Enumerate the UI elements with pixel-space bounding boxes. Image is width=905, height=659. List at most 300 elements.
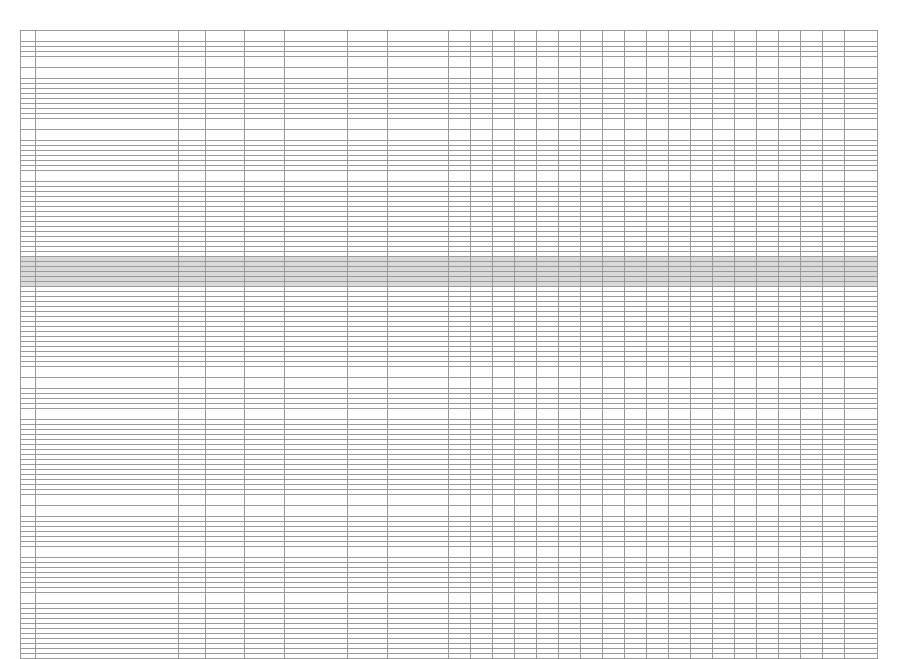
table-cell [449, 506, 471, 517]
table-cell [647, 367, 669, 378]
table-row [21, 57, 878, 68]
table-cell [537, 68, 559, 79]
table-cell [778, 593, 800, 604]
table-cell [647, 654, 669, 659]
table-cell [179, 119, 205, 130]
table-cell [757, 367, 779, 378]
table-cell [471, 68, 493, 79]
table-cell [757, 593, 779, 604]
table-cell [245, 31, 285, 42]
table-cell [669, 593, 691, 604]
table-row [21, 506, 878, 517]
table-cell [800, 495, 822, 506]
table-cell [735, 409, 757, 420]
table-cell [348, 378, 388, 389]
table-cell [449, 409, 471, 420]
table-row [21, 654, 878, 659]
table-cell [778, 654, 800, 659]
table-cell [245, 547, 285, 558]
table-cell [603, 547, 625, 558]
table-cell [515, 367, 537, 378]
table-row [21, 367, 878, 378]
table-cell [713, 506, 735, 517]
table-cell [205, 130, 245, 141]
table-cell [36, 119, 179, 130]
table-cell [559, 119, 581, 130]
table-cell [669, 130, 691, 141]
table-cell [800, 31, 822, 42]
table-cell [36, 130, 179, 141]
table-cell [179, 506, 205, 517]
table-cell [179, 378, 205, 389]
table-cell [21, 119, 36, 130]
table-cell [515, 378, 537, 389]
table-cell [757, 506, 779, 517]
table-cell [757, 119, 779, 130]
table-cell [179, 495, 205, 506]
table-row [21, 409, 878, 420]
table-cell [713, 57, 735, 68]
table-cell [647, 593, 669, 604]
table-cell [471, 31, 493, 42]
table-cell [691, 409, 713, 420]
table-cell [844, 31, 877, 42]
table-cell [691, 171, 713, 182]
table-cell [559, 68, 581, 79]
table-cell [800, 119, 822, 130]
table-cell [284, 130, 348, 141]
table-cell [515, 654, 537, 659]
table-cell [735, 57, 757, 68]
table-cell [205, 171, 245, 182]
table-cell [625, 378, 647, 389]
table-cell [21, 654, 36, 659]
table-cell [844, 367, 877, 378]
table-cell [471, 495, 493, 506]
table-cell [179, 593, 205, 604]
table-cell [778, 495, 800, 506]
table-cell [387, 367, 449, 378]
table-cell [493, 409, 515, 420]
table-cell [735, 130, 757, 141]
table-cell [537, 654, 559, 659]
table-cell [21, 68, 36, 79]
table-cell [493, 378, 515, 389]
table-cell [515, 495, 537, 506]
table-cell [245, 130, 285, 141]
table-cell [844, 119, 877, 130]
table-cell [625, 506, 647, 517]
table-cell [348, 547, 388, 558]
table-cell [735, 547, 757, 558]
table-cell [625, 495, 647, 506]
table-cell [647, 57, 669, 68]
table-row [21, 119, 878, 130]
table-cell [844, 593, 877, 604]
table-cell [515, 506, 537, 517]
table-cell [778, 130, 800, 141]
table-cell [515, 119, 537, 130]
table-cell [245, 171, 285, 182]
table-cell [844, 495, 877, 506]
table-cell [493, 171, 515, 182]
table-cell [245, 378, 285, 389]
table-cell [493, 593, 515, 604]
table-cell [284, 31, 348, 42]
table-cell [822, 31, 844, 42]
table-cell [778, 506, 800, 517]
table-cell [713, 119, 735, 130]
table-cell [822, 171, 844, 182]
table-cell [36, 506, 179, 517]
table-cell [471, 130, 493, 141]
table-cell [581, 547, 603, 558]
table-cell [603, 409, 625, 420]
table-cell [647, 409, 669, 420]
table-cell [581, 171, 603, 182]
table-cell [581, 57, 603, 68]
table-cell [778, 171, 800, 182]
table-cell [735, 506, 757, 517]
table-cell [778, 57, 800, 68]
table-cell [757, 654, 779, 659]
table-cell [559, 409, 581, 420]
table-cell [179, 130, 205, 141]
table-cell [537, 495, 559, 506]
table-cell [36, 31, 179, 42]
table-cell [691, 378, 713, 389]
table-cell [179, 547, 205, 558]
table-cell [559, 495, 581, 506]
table-cell [449, 130, 471, 141]
table-cell [493, 119, 515, 130]
table-cell [822, 409, 844, 420]
table-cell [581, 378, 603, 389]
table-cell [449, 378, 471, 389]
table-cell [36, 409, 179, 420]
table-cell [625, 119, 647, 130]
table-cell [603, 68, 625, 79]
table-cell [713, 593, 735, 604]
table-cell [205, 506, 245, 517]
table-cell [647, 119, 669, 130]
table-cell [691, 68, 713, 79]
table-cell [515, 31, 537, 42]
table-cell [205, 409, 245, 420]
table-cell [36, 654, 179, 659]
table-cell [537, 57, 559, 68]
table-cell [387, 119, 449, 130]
table-cell [387, 130, 449, 141]
table-cell [757, 547, 779, 558]
table-cell [844, 654, 877, 659]
table-cell [245, 506, 285, 517]
table-cell [36, 367, 179, 378]
table-cell [387, 506, 449, 517]
table-cell [735, 654, 757, 659]
table-cell [21, 57, 36, 68]
table-cell [387, 68, 449, 79]
table-cell [669, 57, 691, 68]
table-cell [713, 367, 735, 378]
table-cell [348, 593, 388, 604]
table-cell [493, 547, 515, 558]
table-cell [800, 130, 822, 141]
table-cell [36, 495, 179, 506]
table-cell [625, 547, 647, 558]
table-cell [449, 68, 471, 79]
table-cell [735, 367, 757, 378]
table-row [21, 593, 878, 604]
table-body [21, 31, 878, 659]
table-cell [691, 31, 713, 42]
table-cell [735, 171, 757, 182]
table-cell [713, 547, 735, 558]
table-cell [493, 495, 515, 506]
table-cell [205, 378, 245, 389]
table-cell [559, 31, 581, 42]
table-cell [713, 378, 735, 389]
table-cell [822, 654, 844, 659]
table-cell [493, 506, 515, 517]
table-cell [559, 593, 581, 604]
table-cell [284, 506, 348, 517]
table-cell [493, 68, 515, 79]
table-cell [559, 57, 581, 68]
table-cell [537, 130, 559, 141]
table-cell [245, 367, 285, 378]
table-cell [205, 593, 245, 604]
table-cell [647, 378, 669, 389]
table-cell [735, 31, 757, 42]
table-cell [669, 367, 691, 378]
table-cell [559, 378, 581, 389]
table-cell [713, 495, 735, 506]
table-cell [844, 171, 877, 182]
table-cell [449, 57, 471, 68]
table-cell [735, 119, 757, 130]
table-cell [348, 495, 388, 506]
data-table [20, 30, 878, 659]
table-cell [822, 593, 844, 604]
table-cell [822, 68, 844, 79]
table-cell [559, 171, 581, 182]
table-row [21, 171, 878, 182]
table-cell [537, 506, 559, 517]
table-cell [800, 593, 822, 604]
table-cell [179, 31, 205, 42]
table-cell [284, 171, 348, 182]
table-cell [21, 409, 36, 420]
table-cell [21, 31, 36, 42]
table-cell [348, 171, 388, 182]
table-cell [647, 68, 669, 79]
table-cell [515, 68, 537, 79]
table-cell [735, 593, 757, 604]
table-cell [537, 171, 559, 182]
table-cell [603, 31, 625, 42]
table-cell [778, 367, 800, 378]
table-cell [449, 654, 471, 659]
table-cell [179, 409, 205, 420]
table-cell [603, 378, 625, 389]
table-cell [625, 68, 647, 79]
table-cell [471, 654, 493, 659]
table-cell [757, 31, 779, 42]
table-cell [21, 495, 36, 506]
table-cell [348, 506, 388, 517]
table-row [21, 547, 878, 558]
table-cell [284, 654, 348, 659]
table-cell [603, 506, 625, 517]
table-cell [625, 593, 647, 604]
table-cell [603, 130, 625, 141]
table-cell [581, 409, 603, 420]
table-cell [669, 68, 691, 79]
table-cell [471, 547, 493, 558]
table-cell [205, 495, 245, 506]
table-cell [471, 171, 493, 182]
table-cell [387, 495, 449, 506]
table-cell [245, 593, 285, 604]
table-cell [844, 506, 877, 517]
table-cell [581, 495, 603, 506]
table-cell [449, 547, 471, 558]
table-cell [449, 495, 471, 506]
table-cell [205, 68, 245, 79]
table-cell [284, 57, 348, 68]
table-cell [757, 378, 779, 389]
table-cell [713, 409, 735, 420]
table-cell [625, 367, 647, 378]
table-cell [471, 593, 493, 604]
table-cell [515, 547, 537, 558]
table-cell [284, 593, 348, 604]
table-cell [581, 31, 603, 42]
table-cell [691, 367, 713, 378]
table-row [21, 130, 878, 141]
table-cell [348, 654, 388, 659]
table-cell [581, 130, 603, 141]
table-cell [691, 506, 713, 517]
table-cell [387, 378, 449, 389]
table-cell [647, 495, 669, 506]
table-cell [348, 31, 388, 42]
table-cell [348, 57, 388, 68]
table-cell [625, 171, 647, 182]
table-cell [205, 547, 245, 558]
table-cell [603, 654, 625, 659]
table-cell [21, 547, 36, 558]
table-cell [669, 378, 691, 389]
table-cell [284, 119, 348, 130]
table-cell [559, 130, 581, 141]
table-cell [844, 409, 877, 420]
table-cell [471, 378, 493, 389]
table-cell [449, 593, 471, 604]
table-row [21, 378, 878, 389]
table-cell [778, 119, 800, 130]
table-cell [179, 367, 205, 378]
table-cell [713, 68, 735, 79]
table-cell [493, 130, 515, 141]
table-cell [21, 593, 36, 604]
table-cell [844, 130, 877, 141]
table-cell [844, 547, 877, 558]
table-cell [625, 57, 647, 68]
table-cell [36, 378, 179, 389]
table-cell [387, 547, 449, 558]
table-cell [284, 409, 348, 420]
table-cell [691, 119, 713, 130]
table-cell [387, 57, 449, 68]
table-cell [387, 31, 449, 42]
table-cell [21, 171, 36, 182]
table-cell [21, 130, 36, 141]
table-cell [735, 378, 757, 389]
table-cell [603, 367, 625, 378]
table-cell [603, 57, 625, 68]
table-cell [515, 593, 537, 604]
table-cell [625, 654, 647, 659]
table-cell [822, 506, 844, 517]
table-cell [669, 506, 691, 517]
table-cell [471, 409, 493, 420]
table-cell [245, 654, 285, 659]
table-cell [778, 378, 800, 389]
table-row [21, 31, 878, 42]
table-cell [21, 506, 36, 517]
table-cell [179, 171, 205, 182]
table-cell [36, 57, 179, 68]
table-cell [625, 31, 647, 42]
table-cell [284, 547, 348, 558]
table-cell [21, 378, 36, 389]
table-cell [647, 171, 669, 182]
table-cell [822, 378, 844, 389]
table-cell [537, 367, 559, 378]
table-cell [669, 547, 691, 558]
table-cell [493, 57, 515, 68]
table-cell [603, 593, 625, 604]
table-cell [691, 130, 713, 141]
table-cell [493, 367, 515, 378]
table-cell [36, 593, 179, 604]
table-cell [625, 409, 647, 420]
table-cell [245, 68, 285, 79]
table-cell [757, 409, 779, 420]
table-cell [387, 593, 449, 604]
table-cell [245, 57, 285, 68]
table-cell [205, 31, 245, 42]
table-cell [284, 367, 348, 378]
table-cell [245, 119, 285, 130]
table-cell [581, 119, 603, 130]
table-cell [669, 31, 691, 42]
table-cell [559, 547, 581, 558]
table-cell [559, 654, 581, 659]
table-cell [537, 409, 559, 420]
table-cell [205, 367, 245, 378]
table-cell [844, 378, 877, 389]
table-cell [284, 378, 348, 389]
table-cell [669, 409, 691, 420]
table-cell [822, 130, 844, 141]
table-cell [348, 68, 388, 79]
table-cell [515, 409, 537, 420]
table-cell [515, 57, 537, 68]
table-cell [559, 367, 581, 378]
